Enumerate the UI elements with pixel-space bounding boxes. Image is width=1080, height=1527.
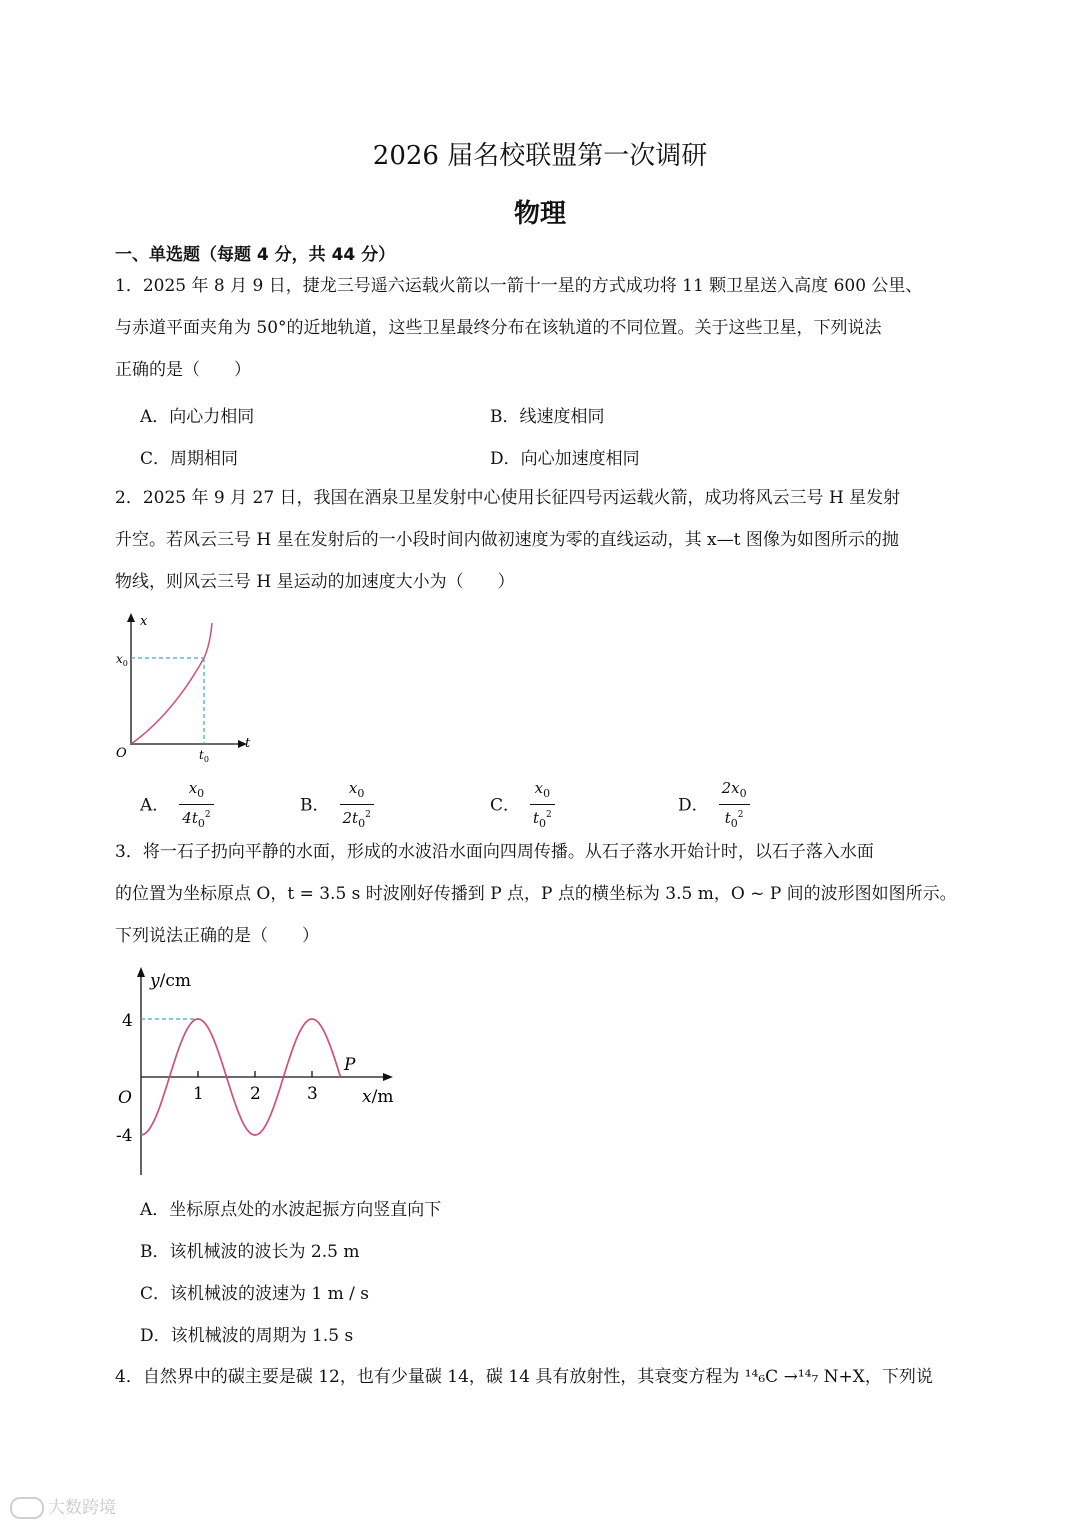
wave-x-tick-label: 2	[250, 1084, 261, 1104]
q1-line-3: 正确的是（ ）	[115, 360, 251, 380]
xt-origin-label: O	[116, 746, 127, 761]
q1-line-1: 1．2025 年 8 月 9 日，捷龙三号遥六运载火箭以一箭十一星的方式成功将 11 颗卫星送入高度 600 公里、	[115, 276, 923, 296]
q2-line-1: 2．2025 年 9 月 27 日，我国在酒泉卫星发射中心使用长征四号丙运载火箭，成功将风云三号 H 星发射	[115, 488, 901, 508]
wave-graph	[100, 960, 420, 1185]
q2-option-a[interactable]: A． $\frac{x_0}{4t_0^2}$	[140, 778, 214, 834]
q2-option-c-fraction: $\frac{x_0}{t_0^2}$	[530, 778, 555, 834]
exam-title: 2026 届名校联盟第一次调研	[372, 141, 708, 171]
wave-x-axis-label: x/m	[362, 1087, 394, 1107]
q3-option-c[interactable]: C．该机械波的波速为 1 m / s	[140, 1284, 370, 1304]
wave-y-tick-neg4: -4	[116, 1126, 133, 1146]
q1-option-d[interactable]: D．向心加速度相同	[490, 449, 640, 469]
subject-title: 物理	[513, 199, 566, 229]
section-heading: 一、单选题（每题 4 分，共 44 分）	[115, 245, 396, 265]
xt-graph	[100, 605, 270, 770]
wave-origin-label: O	[118, 1088, 132, 1108]
q3-line-2: 的位置为坐标原点 O，t = 3.5 s 时波刚好传播到 P 点，P 点的横坐标为 3.5 m，O ~ P 间的波形图如图所示。	[115, 884, 957, 904]
xt-x-axis	[131, 740, 247, 748]
q3-line-3: 下列说法正确的是（ ）	[115, 926, 319, 946]
q3-line-1: 3．将一石子扔向平静的水面，形成的水波沿水面向四周传播。从石子落水开始计时，以石子落入水面	[115, 842, 874, 862]
q2-option-c[interactable]: C． $\frac{x_0}{t_0^2}$	[490, 778, 555, 834]
q1-option-b[interactable]: B．线速度相同	[490, 407, 605, 427]
q4-line-1: 4．自然界中的碳主要是碳 12，也有少量碳 14，碳 14 具有放射性，其衰变方程为 ¹⁴₆C →¹⁴₇ N+X，下列说	[115, 1367, 933, 1387]
xt-y-axis	[127, 613, 135, 745]
q3-option-d[interactable]: D．该机械波的周期为 1.5 s	[140, 1326, 354, 1346]
q2-option-d-fraction: $\frac{2x_0}{t_0^2}$	[719, 778, 750, 834]
wave-y-tick-4: 4	[122, 1011, 133, 1031]
q3-option-a[interactable]: A．坐标原点处的水波起振方向竖直向下	[140, 1200, 442, 1220]
q2-line-2: 升空。若风云三号 H 星在发射后的一小段时间内做初速度为零的直线运动，其 x—t 图像为如图所示的抛	[115, 530, 899, 550]
q2-option-a-fraction: $\frac{x_0}{4t_0^2}$	[179, 778, 213, 834]
q2-option-b-fraction: $\frac{x_0}{2t_0^2}$	[340, 778, 374, 834]
q1-line-2: 与赤道平面夹角为 50°的近地轨道，这些卫星最终分布在该轨道的不同位置。关于这些卫星，下列说法	[115, 318, 882, 338]
q1-option-a[interactable]: A．向心力相同	[140, 407, 255, 427]
q3-option-b[interactable]: B．该机械波的波长为 2.5 m	[140, 1242, 360, 1262]
q2-option-d[interactable]: D． $\frac{2x_0}{t_0^2}$	[678, 778, 750, 834]
wave-x-tick-label: 3	[307, 1084, 318, 1104]
q1-option-c[interactable]: C．周期相同	[140, 449, 239, 469]
watermark: 大数跨境	[10, 1493, 116, 1519]
wave-y-axis-label: y/cm	[150, 971, 191, 991]
q2-option-b[interactable]: B． $\frac{x_0}{2t_0^2}$	[300, 778, 374, 834]
wave-point-p-label: P	[344, 1055, 356, 1075]
wave-x-tick-label: 1	[193, 1084, 204, 1104]
xt-y-axis-label: x	[140, 614, 148, 629]
watermark-logo-icon	[10, 1497, 44, 1519]
xt-parabola-curve	[131, 623, 212, 744]
wave-y-axis	[137, 967, 145, 1175]
q2-line-3: 物线，则风云三号 H 星运动的加速度大小为（ ）	[115, 572, 515, 592]
xt-x0-label: $x_0$	[116, 652, 128, 668]
xt-x-axis-label: t	[245, 736, 251, 751]
xt-t0-label: $t_0$	[199, 748, 209, 764]
